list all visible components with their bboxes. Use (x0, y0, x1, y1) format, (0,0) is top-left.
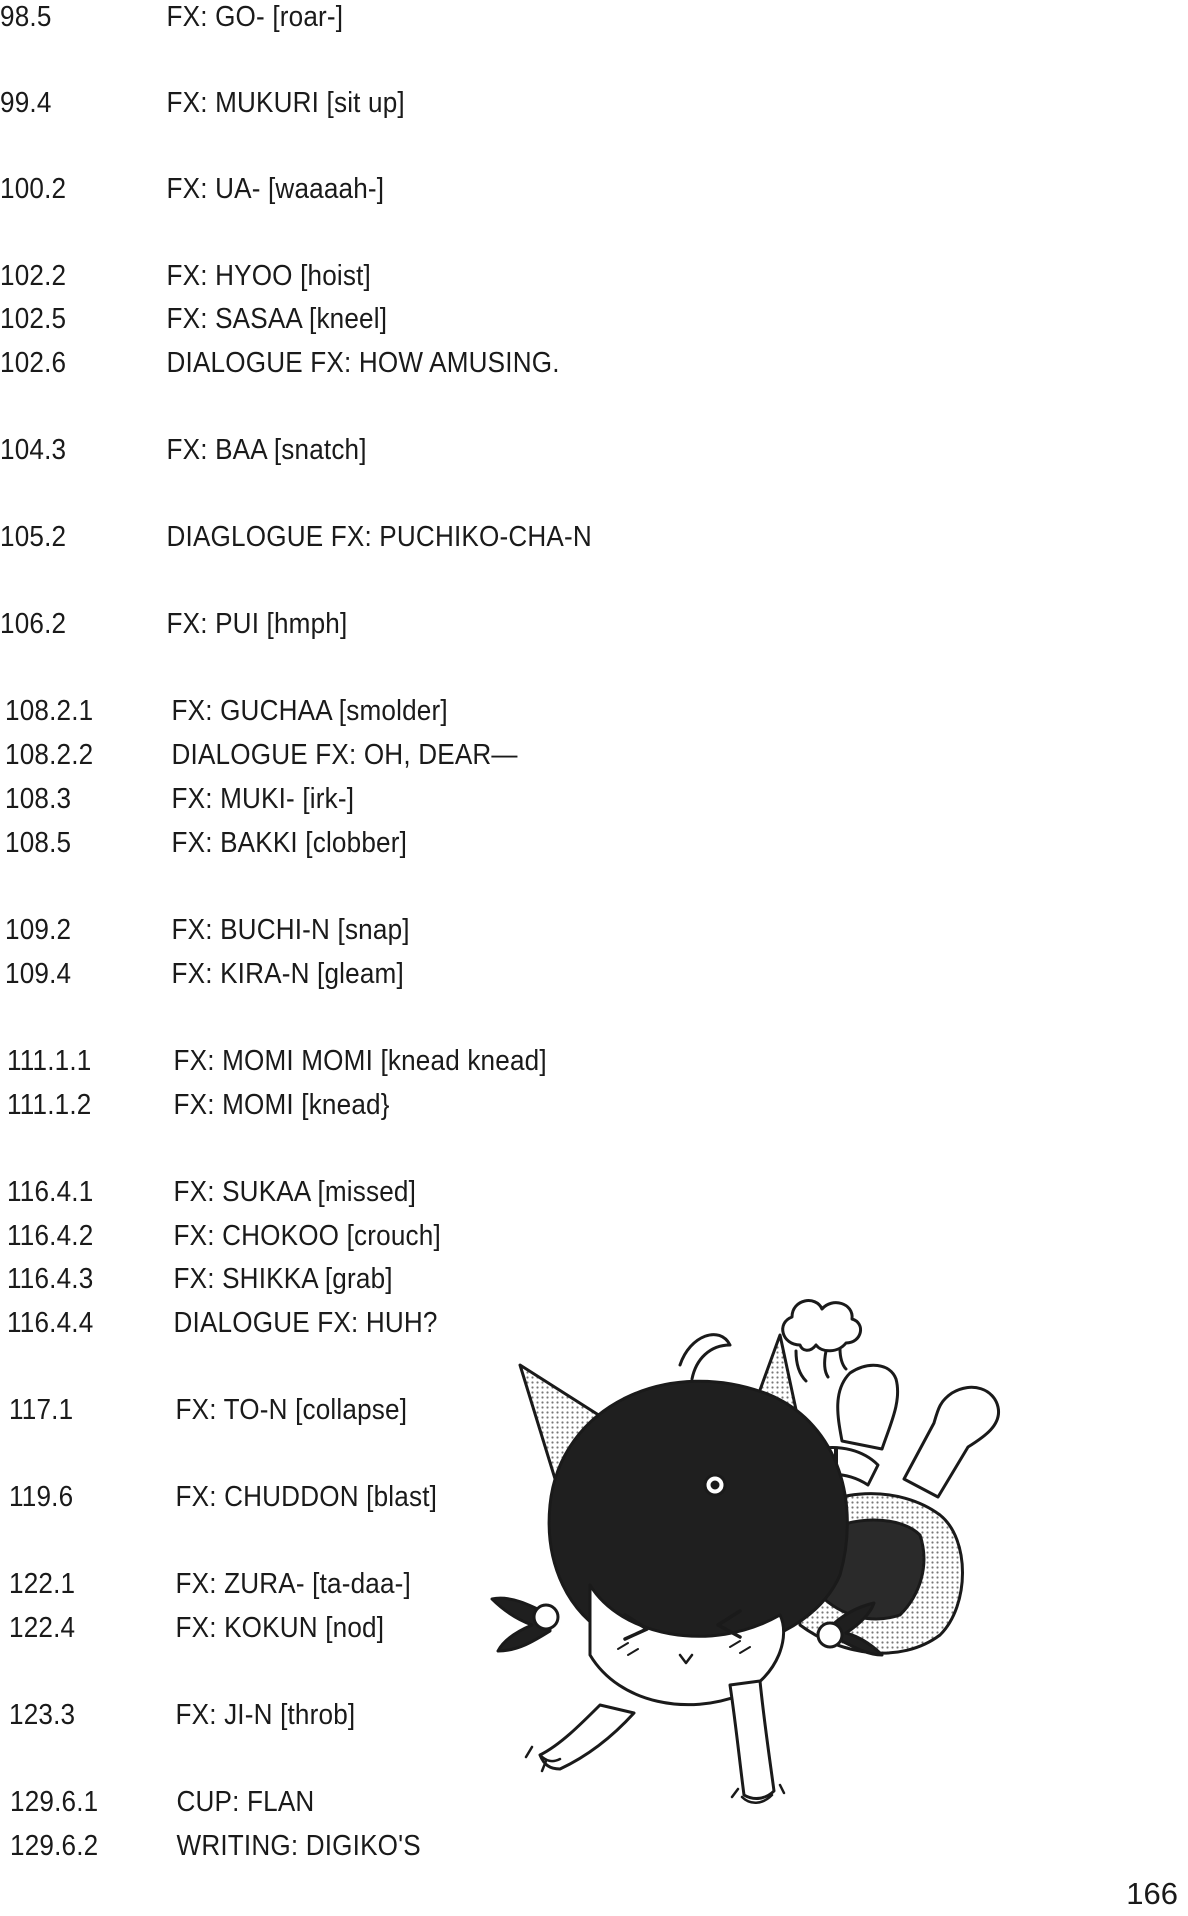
entry-ref: 104.3 (0, 434, 67, 466)
entry-text: WRITING: DIGIKO'S (176, 1830, 421, 1862)
entry-ref: 98.5 (0, 1, 52, 33)
entry-text: CUP: FLAN (176, 1786, 315, 1818)
entry-text: FX: MOMI [knead} (173, 1089, 390, 1121)
entry-ref: 111.1.1 (7, 1045, 92, 1077)
entry-ref: 116.4.4 (7, 1307, 94, 1339)
entry-text: FX: JI-N [throb] (175, 1699, 356, 1731)
entry-text: FX: UA- [waaaah-] (166, 173, 385, 205)
entry-ref: 109.4 (5, 958, 72, 990)
entry-text: FX: MUKURI [sit up] (166, 87, 405, 119)
entry-text: FX: TO-N [collapse] (175, 1394, 408, 1426)
entry-text: FX: CHOKOO [crouch] (173, 1220, 441, 1252)
entry-ref: 117.1 (9, 1394, 74, 1426)
entry-text: FX: MOMI MOMI [knead knead] (173, 1045, 547, 1077)
entry-text: FX: CHUDDON [blast] (175, 1481, 438, 1513)
entry-text: FX: SUKAA [missed] (173, 1176, 417, 1208)
entry-ref: 116.4.1 (7, 1176, 94, 1208)
entry-text: FX: SHIKKA [grab] (173, 1263, 393, 1295)
entry-ref: 106.2 (0, 608, 67, 640)
entry-ref: 100.2 (0, 173, 67, 205)
entry-ref: 129.6.1 (10, 1786, 99, 1818)
entry-ref: 116.4.3 (7, 1263, 94, 1295)
entry-ref: 109.2 (5, 914, 72, 946)
page-number: 166 (1126, 1876, 1178, 1911)
entry-text: DIALOGUE FX: HUH? (173, 1307, 438, 1339)
entry-ref: 111.1.2 (7, 1089, 92, 1121)
entry-ref: 122.4 (9, 1612, 76, 1644)
entry-ref: 102.5 (0, 303, 67, 335)
entry-text: FX: ZURA- [ta-daa-] (175, 1568, 411, 1600)
entry-text: FX: BAA [snatch] (166, 434, 367, 466)
entry-text: FX: MUKI- [irk-] (171, 783, 355, 815)
entry-ref: 108.2.2 (5, 739, 94, 771)
entry-ref: 108.5 (5, 827, 72, 859)
entry-ref: 116.4.2 (7, 1220, 94, 1252)
entry-text: FX: PUI [hmph] (166, 608, 348, 640)
entry-text: DIALOGUE FX: HOW AMUSING. (166, 347, 560, 379)
entry-ref: 122.1 (9, 1568, 76, 1600)
steam-puff-icon (783, 1301, 861, 1381)
entry-ref: 119.6 (9, 1481, 74, 1513)
cat-girl-illustration (490, 1285, 1090, 1845)
entry-text: FX: KOKUN [nod] (175, 1612, 385, 1644)
entry-text: FX: HYOO [hoist] (166, 260, 371, 292)
entry-text: DIAGLOGUE FX: PUCHIKO-CHA-N (166, 521, 592, 553)
entry-ref: 108.3 (5, 783, 72, 815)
entry-ref: 123.3 (9, 1699, 76, 1731)
entry-text: FX: GO- [roar-] (166, 1, 344, 33)
entry-ref: 102.6 (0, 347, 67, 379)
entry-text: FX: KIRA-N [gleam] (171, 958, 404, 990)
entry-ref: 105.2 (0, 521, 67, 553)
entry-ref: 102.2 (0, 260, 67, 292)
entry-text: FX: BUCHI-N [snap] (171, 914, 410, 946)
entry-text: DIALOGUE FX: OH, DEAR— (171, 739, 518, 771)
entry-text: FX: GUCHAA [smolder] (171, 695, 448, 727)
entry-ref: 108.2.1 (5, 695, 94, 727)
entry-text: FX: SASAA [kneel] (166, 303, 388, 335)
entry-ref: 129.6.2 (10, 1830, 99, 1862)
entry-ref: 99.4 (0, 87, 52, 119)
entry-text: FX: BAKKI [clobber] (171, 827, 408, 859)
